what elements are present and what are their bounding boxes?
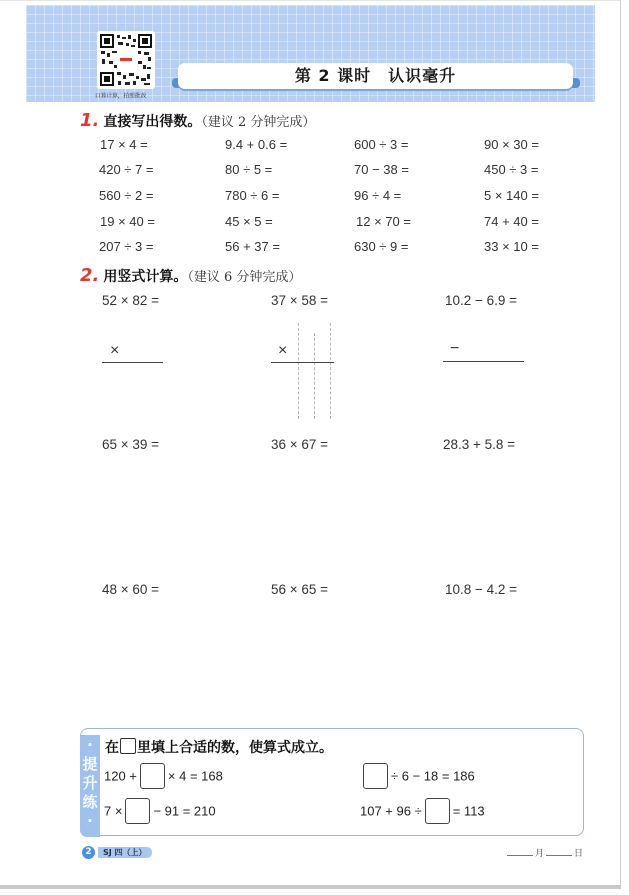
oral-item: 33 × 10 = [484,239,539,254]
oral-item: 630 ÷ 9 = [354,239,409,254]
day-blank[interactable] [546,847,572,856]
section-1-title: 直接写出得数。 [103,114,202,130]
vertical-item: 36 × 67 = [271,437,329,452]
answer-box[interactable] [125,798,150,824]
fill-equation-3: 7 × − 91 = 210 [104,798,216,824]
minus-sign: − [450,340,460,357]
oral-item: 780 ÷ 6 = [225,188,280,203]
oral-item: 207 ÷ 3 = [99,239,154,254]
vertical-item: 65 × 39 = [102,437,160,452]
oral-item: 19 × 40 = [100,214,155,229]
answer-box[interactable] [140,763,165,789]
oral-item: 420 ÷ 7 = [99,162,154,177]
answer-box[interactable] [363,763,388,789]
fill-equation-2: ÷ 6 − 18 = 186 [360,763,475,789]
oral-item: 56 + 37 = [225,239,280,254]
qr-code-icon [100,34,152,86]
date-fill: 月 日 [505,846,583,859]
oral-item: 74 + 40 = [484,214,539,229]
box-symbol [120,738,136,754]
fill-equation-4: 107 + 96 ÷ = 113 [360,798,485,824]
oral-item: 560 ÷ 2 = [99,188,154,203]
oral-item: 90 × 30 = [484,137,539,152]
vertical-item: 37 × 58 = [271,293,329,308]
improve-practice-tab-label: · 提 升 练 · [82,736,98,830]
dashed-guide [298,323,299,419]
oral-item: 450 ÷ 3 = [484,162,539,177]
vertical-item: 56 × 65 = [271,582,329,597]
section-1-hint: （建议 2 分钟完成） [201,115,316,130]
vertical-item: 28.3 + 5.8 = [443,437,516,452]
section-1-heading [80,110,315,131]
fill-equation-1: 120 + × 4 = 168 [104,763,223,789]
vertical-item: 52 × 82 = [102,293,160,308]
oral-item: 70 − 38 = [354,162,409,177]
section-2-hint: （建议 6 分钟完成） [187,270,302,285]
page-number-badge: 2 [82,846,95,859]
oral-item: 5 × 140 = [484,188,539,203]
vertical-item: 48 × 60 = [102,582,160,597]
multiply-sign: × [278,342,288,359]
section-1-number: 1. [80,110,100,131]
section-2-title: 用竖式计算。 [103,269,188,285]
oral-item: 96 ÷ 4 = [354,188,402,203]
section-2-heading [80,265,301,286]
oral-item: 80 ÷ 5 = [225,162,273,177]
month-blank[interactable] [507,847,533,856]
oral-item: 17 × 4 = [100,137,148,152]
section-2-number: 2. [80,265,100,286]
grade-label: SJ 四（上） [98,847,152,858]
answer-box[interactable] [425,798,450,824]
title-tab-right [572,78,580,88]
vertical-item: 10.2 − 6.9 = [445,293,518,308]
answer-line [443,361,524,362]
answer-line [271,362,334,363]
oral-item: 45 × 5 = [225,214,273,229]
dashed-guide [314,333,315,419]
oral-item: 600 ÷ 3 = [354,137,409,152]
lesson-title: 第 2 课时 认识毫升 [294,66,457,85]
vertical-item: 10.8 − 4.2 = [445,582,518,597]
qr-code[interactable] [97,31,155,89]
oral-item: 12 × 70 = [356,214,411,229]
answer-line [102,362,163,363]
improve-instruction: 在 里填上合适的数，使算式成立。 [105,740,333,756]
dashed-guide [330,323,331,419]
oral-item: 9.4 + 0.6 = [225,137,288,152]
qr-caption: 口算计算，拍照批改 [95,92,147,100]
multiply-sign: × [110,342,120,359]
